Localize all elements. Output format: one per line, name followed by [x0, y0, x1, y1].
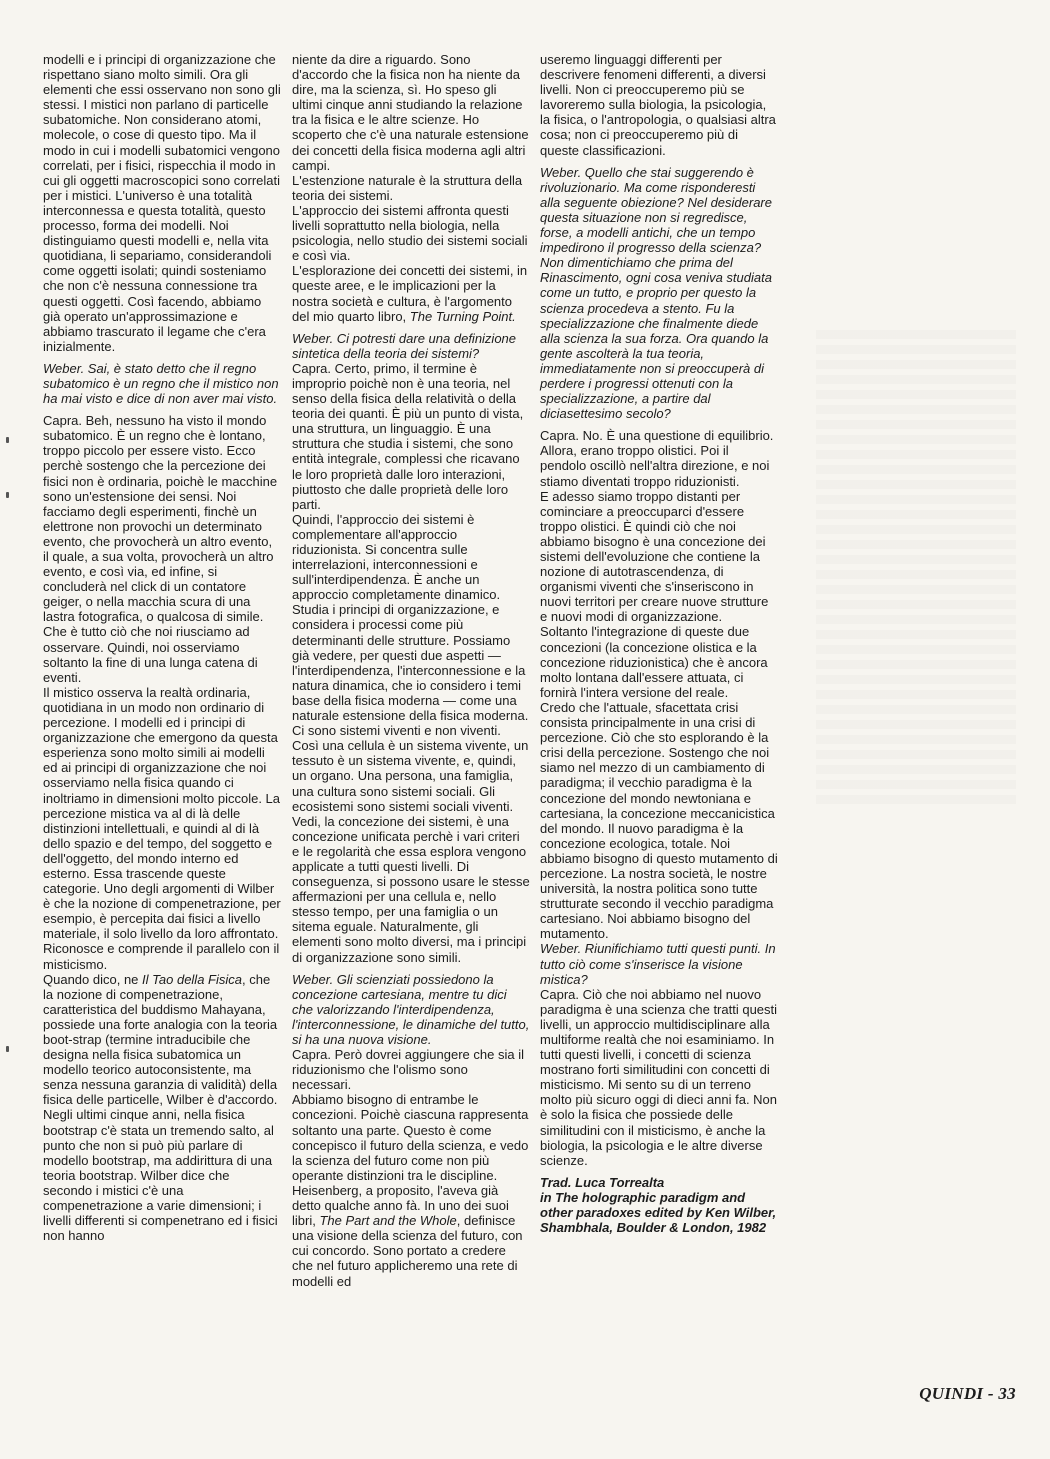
weber-question: Weber. Gli scienziati possiedono la concezione cartesiana, mentre tu dici che valorizzando l'interdipendenza, l'interconnessione, le dinamiche del tutto, si ha una nuova visione. — [292, 971, 530, 1047]
paragraph: L'estenzione naturale è la struttura della teoria dei sistemi. — [292, 172, 523, 203]
margin-mark — [6, 492, 9, 498]
paragraph: Soltanto l'integrazione di queste due concezioni (la concezione olistica e la concezione riduzionistica) che è ancora molto lontana dall'essere attuata, ci fornirà l'intera versione del reale. — [540, 624, 768, 700]
capra-answer: Capra. Ciò che noi abbiamo nel nuovo paradigma è una scienza che tratti questi livelli, un approccio multidisciplinare alla multiforme realtà che noi esaminiamo. In tutti questi livelli, i concetti di scienza mostrano forti similitudini con concetti di misticismo. Mi sento su di un terreno molto più sicuro oggi di dieci anni fa. Non è solo la fisica che possiede delle similitudini con il misticismo, è anche la biologia, la psicologia e le altre diverse scienze. — [540, 986, 778, 1168]
show-through-text — [816, 330, 1016, 810]
paragraph: Heisenberg, a proposito, l'aveva già detto qualche anno fà. In uno dei suoi libri, The Part and the Whole, definisce una visione della scienza del futuro, con cui concordo. Sono portato a credere che nel futuro applicheremo una rete di modelli ed — [292, 1182, 523, 1289]
translator-credit: Trad. Luca Torrealta — [540, 1174, 665, 1190]
text-column-3 — [540, 52, 778, 1235]
book-title: The Turning Point. — [409, 308, 516, 324]
capra-answer: Capra. No. È una questione di equilibrio. Allora, erano troppo olistici. Poi il pendolo oscillò nell'altra direzione, e noi stiamo diventati troppo riduzionisti. — [540, 428, 774, 489]
page-folio: QUINDI - 33 — [919, 1384, 1016, 1403]
weber-question: Weber. Ci potresti dare una definizione sintetica della teoria dei sistemi? — [292, 330, 517, 361]
weber-question: Weber. Riunifichiamo tutti questi punti. In tutto ciò come s'inserisce la visione mistica? — [540, 941, 776, 987]
paragraph: E adesso siamo troppo distanti per cominciare a preoccuparci d'essere troppo olistici. È quindi ciò che noi abbiamo bisogno è una concezione dei sistemi dell'evoluzione che contiene la nozione di autotrascendenza, di organismi viventi che s'inseriscono in nuovi territori per creare nuove strutture e nuovi modi di organizzazione. — [540, 488, 769, 625]
paragraph: modelli e i principi di organizzazione che rispettano siano molto simili. Ora gli elementi che essi osservano non sono gli stessi. I mistici non parlano di particelle subatomiche. Non considerano atomi, molecole, o cose di questo tipo. Ma il modo in cui i modelli subatomici vengono correlati, per i fisici, rispecchia il modo in cui gli oggetti macroscopici sono correlati per i mistici. L'universo è una totalità interconnessa e questa totalità, questo processo, forma dei modelli. Noi distinguiamo questi modelli e, nella vita quotidiana, li separiamo, considerandoli come oggetti isolati; quindi sosteniamo che non c'è nessuna connessione tra questi oggetti. Così facendo, abbiamo già operato un'approssimazione e abbiamo trascurato il legame che c'era inizialmente. — [43, 52, 281, 354]
paragraph: Quindi, l'approccio dei sistemi è complementare all'approccio riduzionista. Si concentra sulle interrelazioni, interconnessioni e sull'interdipendenza. È anche un approccio completamente dinamico. Studia i principi di organizzazione, e considera i processi come più determinanti delle strutture. Possiamo già vedere, per questi due aspetti — l'interdipendenza, l'interconnessione e la natura dinamica, che io considero i temi base della fisica moderna — come una naturale estensione della fisica moderna. Ci sono sistemi viventi e non viventi. Così una cellula è un sistema vivente, un tessuto è un sistema vivente, e, quindi, un organo. Una persona, una famiglia, una cultura sono sistemi sociali. Gli ecosistemi sono sistemi sociali viventi. Vedi, la concezione dei sistemi, è una concezione unificata perchè i vari criteri e le regolarità che essa esplora vengono applicate a tutti questi livelli. Di conseguenza, si possono usare le stesse affermazioni per una cellula e, nello stesso tempo, per una famiglia o un sitema eguale. Naturalmente, gli elementi sono molto diversi, ma i principi di organizzazione sono simili. — [292, 511, 530, 965]
paragraph: Il mistico osserva la realtà ordinaria, quotidiana in un modo non ordinario di percezione. I modelli ed i principi di organizzazione che emergono da questa esperienza sono molto simili ai modelli ed ai principi di organizzazione che noi osserviamo nella fisica quando ci inoltriamo in dimensioni molto piccole. La percezione mistica va al di là delle distinzioni intellettuali, e quindi al di là dello spazio e del tempo, del soggetto e dell'oggetto, del mondo interno ed esterno. Essa trascende queste categorie. Uno degli argomenti di Wilber è che la nozione di compenetrazione, per esempio, è percepita dai fisici a livello materiale, il solo livello da loro affrontato. Riconosce e comprende il parallelo con il misticismo. — [43, 684, 281, 972]
paragraph: L'approccio dei sistemi affronta questi livelli soprattutto nella biologia, nella psicologia, nello studio dei sistemi sociali e così via. — [292, 202, 528, 264]
capra-answer: Capra. Beh, nessuno ha visto il mondo subatomico. È un regno che è lontano, troppo piccolo per essere visto. Ecco perchè sostengo che la percezione dei fisici non è ordinaria, poichè le macchine sono un'estensione dei sensi. Noi facciamo degli esperimenti, finchè un elettrone non provochi un determinato evento, che provocherà un altro evento, il quale, a sua volta, provocherà un altro evento, e così via, ed infine, si concluderà nel click di un contatore geiger, o nella macchia scura di una lastra fotografica, o qualcosa di simile. Che è tutto ciò che noi riusciamo ad osservare. Quindi, noi osserviamo soltanto la fine di una lunga catena di eventi. — [43, 413, 278, 685]
weber-question: Weber. Sai, è stato detto che il regno subatomico è un regno che il mistico non ha mai visto e dice di non aver mai visto. — [43, 360, 279, 407]
paragraph: Quando dico, ne Il Tao della Fisica, che la nozione di compenetrazione, caratteristica del buddismo Mahayana, possiede una forte analogia con la teoria boot-strap (termine intraducibile che designa nella fisica subatomica un modello teorico autoconsistente, ma senza nessuna garanzia di validità) della fisica delle particelle, Wilber è d'accordo. Negli ultimi cinque anni, nella fisica bootstrap c'è stata un tremendo salto, al punto che non si può più parlare di modello bootstrap, ma addirittura di una teoria bootstrap. Wilber dice che secondo i mistici c'è una compenetrazione a varie dimensioni; i livelli differenti si compenetrano ed i fisici non hanno — [43, 971, 278, 1244]
paragraph: Abbiamo bisogno di entrambe le concezioni. Poichè ciascuna rappresenta soltanto una parte. Questo è come concepisco il futuro della scienza, e vedo la scienza del futuro come non più operante distinzioni tra le discipline. — [292, 1092, 529, 1183]
margin-mark — [6, 1046, 9, 1052]
capra-answer: Capra. Certo, primo, il termine è improprio poichè non è una teoria, nel senso della fisica della relatività o della teoria dei quanti. È più un punto di vista, una struttura, un linguaggio. È una struttura che studia i sistemi, che sono entità integrale, complessi che ricavano le loro proprietà dalle loro interazioni, piuttosto che dalle proprietà delle loro parti. — [292, 360, 524, 512]
weber-question: Weber. Quello che stai suggerendo è rivoluzionario. Ma come risponderesti alla seguente obiezione? Nel desiderare questa situazione non si regredisce, forse, a modelli antichi, che un tempo impedirono il progresso della scienza? Non dimentichiamo che prima del Rinascimento, ogni cosa veniva studiata come un tutto, e proprio per questo la scienza procedeva a stento. Fu la specializzazione che finalmente diede alla scienza la sua forza. Ora quando la gente ascolterà la tua teoria, immediatamente non si preoccuperà di perdere i progressi ottenuti con la specializzazione, a partire dal diciasettesimo secolo? — [540, 164, 772, 422]
text-column-1 — [43, 52, 281, 1243]
capra-answer: Capra. Però dovrei aggiungere che sia il riduzionismo che l'olismo sono necessari. — [292, 1047, 524, 1093]
margin-mark — [6, 437, 9, 443]
paragraph: L'esplorazione dei concetti dei sistemi, in queste aree, e le implicazioni per la nostra società e cultura, è l'argomento del mio quarto libro, The Turning Point. — [292, 263, 528, 324]
text-column-2 — [292, 52, 530, 1289]
book-title: The Part and the Whole — [319, 1213, 457, 1229]
paragraph: niente da dire a riguardo. Sono d'accordo che la fisica non ha niente da dire, ma la scienza, sì. Ho speso gli ultimi cinque anni studiando la relazione tra la fisica e le altre scienze. Ho scoperto che c'è una naturale estensione dei concetti della fisica moderna agli altri campi. — [292, 52, 529, 173]
book-title: Il Tao della Fisica — [142, 971, 242, 987]
paragraph: Credo che l'attuale, sfacettata crisi consista principalmente in una crisi di percezione. Ciò che sto esplorando è la crisi della percezione. Sostengo che noi siamo nel mezzo di un cambiamento di paradigma; il vecchio paradigma è la concezione del mondo newtoniana e cartesiana, la concezione meccanicistica del mondo. Il nuovo paradigma è la concezione ecologica, totale. Noi abbiamo bisogno di questo mutamento di percezione. La nostra società, le nostre università, la nostra politica sono tutte strutturate secondo il vecchio paradigma cartesiano. Noi abbiamo bisogno del mutamento. — [540, 699, 778, 942]
source-credit: in The holographic paradigm and other paradoxes edited by Ken Wilber, Shambhala, Boulder & London, 1982 — [540, 1189, 777, 1236]
paragraph: useremo linguaggi differenti per descrivere fenomeni differenti, a diversi livelli. Non ci preoccuperemo più se lavoreremo sulla biologia, la psicologia, la fisica, o l'antropologia, o qualsiasi altra cosa; non ci preoccuperemo più di queste classificazioni. — [540, 52, 776, 158]
